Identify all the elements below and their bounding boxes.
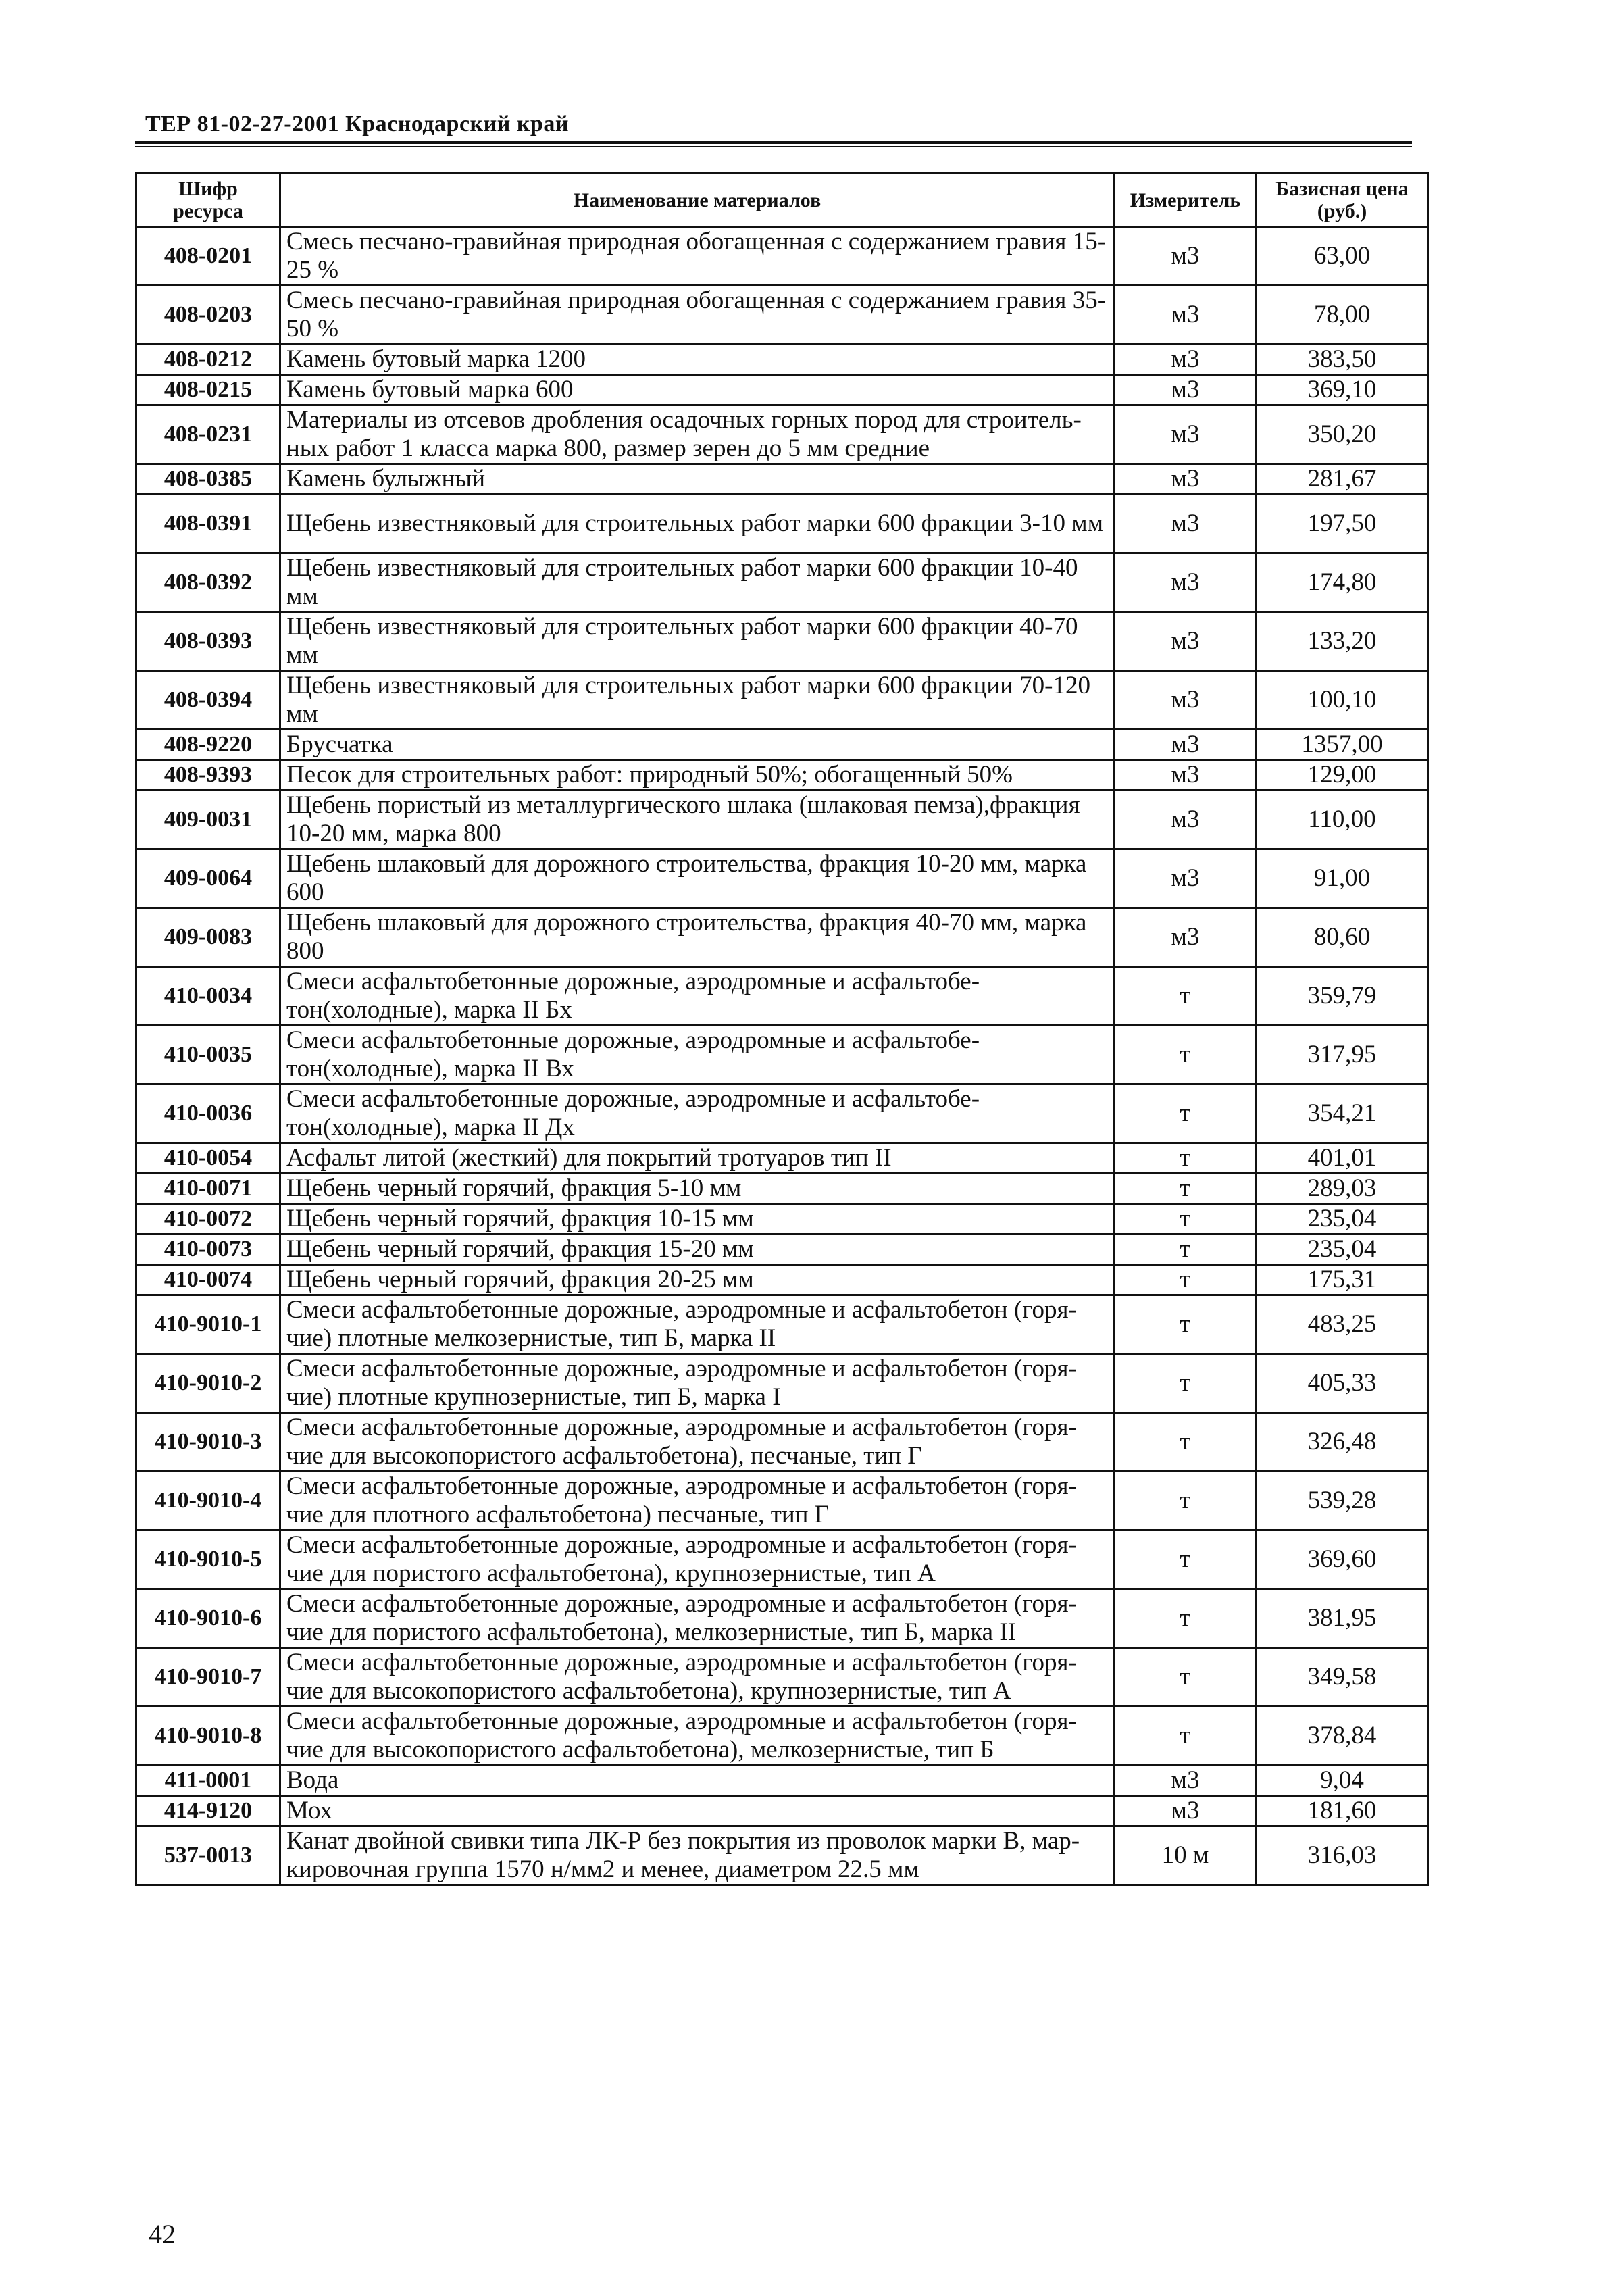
- material-name-cell: Щебень известняковый для строительных работ марки 600 фракции 70-120 мм: [280, 671, 1115, 730]
- base-price-cell: 483,25: [1257, 1295, 1428, 1354]
- material-name-cell: Вода: [280, 1766, 1115, 1796]
- table-row: [136, 760, 1428, 791]
- material-name-cell: Смеси асфальтобетонные дорожные, аэродромные и асфальтобетон (горя-чие для высокопористого асфальтобетона), мелкозернистые, тип Б: [280, 1707, 1115, 1766]
- material-name-cell: Смесь песчано-гравийная природная обогащенная с содержанием гравия 35-50 %: [280, 286, 1115, 345]
- unit-cell: т: [1115, 1143, 1257, 1174]
- unit-cell: м3: [1115, 495, 1257, 553]
- table-row: [136, 227, 1428, 286]
- base-price-cell: 197,50: [1257, 495, 1428, 553]
- column-header-code: Шифр ресурса: [136, 174, 280, 227]
- resource-code-cell: 409-0031: [136, 791, 280, 849]
- base-price-cell: 91,00: [1257, 849, 1428, 908]
- header-rule-thick: [135, 141, 1412, 144]
- resource-code-cell: 410-9010-7: [136, 1648, 280, 1707]
- unit-cell: м3: [1115, 345, 1257, 375]
- resource-code-cell: 408-0393: [136, 612, 280, 671]
- unit-cell: т: [1115, 1413, 1257, 1472]
- table-row: [136, 1530, 1428, 1589]
- resource-code-cell: 410-9010-5: [136, 1530, 280, 1589]
- unit-cell: м3: [1115, 1766, 1257, 1796]
- material-name-cell: Щебень пористый из металлургического шлака (шлаковая пемза),фракция 10-20 мм, марка 800: [280, 791, 1115, 849]
- base-price-cell: 110,00: [1257, 791, 1428, 849]
- base-price-cell: 383,50: [1257, 345, 1428, 375]
- resource-code-cell: 410-9010-1: [136, 1295, 280, 1354]
- table-row: [136, 967, 1428, 1026]
- resource-code-cell: 408-0212: [136, 345, 280, 375]
- resource-code-cell: 410-0035: [136, 1026, 280, 1084]
- base-price-cell: 1357,00: [1257, 730, 1428, 760]
- base-price-cell: 9,04: [1257, 1766, 1428, 1796]
- resource-code-cell: 408-0201: [136, 227, 280, 286]
- resource-code-cell: 410-9010-2: [136, 1354, 280, 1413]
- base-price-cell: 174,80: [1257, 553, 1428, 612]
- material-name-cell: Мох: [280, 1796, 1115, 1826]
- resource-code-cell: 414-9120: [136, 1796, 280, 1826]
- resource-code-cell: 408-9393: [136, 760, 280, 791]
- table-header-row: [136, 174, 1428, 227]
- base-price-cell: 316,03: [1257, 1826, 1428, 1885]
- header-rule-thin: [135, 146, 1412, 147]
- material-name-cell: Канат двойной свивки типа ЛК-Р без покрытия из проволок марки В, мар-кировочная группа 1570 н/мм2 и менее, диаметром 22.5 мм: [280, 1826, 1115, 1885]
- material-name-cell: Материалы из отсевов дробления осадочных горных пород для строитель-ных работ 1 класса марка 800, размер зерен до 5 мм средние: [280, 405, 1115, 464]
- table-row: [136, 1234, 1428, 1265]
- base-price-cell: 78,00: [1257, 286, 1428, 345]
- table-row: [136, 671, 1428, 730]
- table-row: [136, 1084, 1428, 1143]
- resource-code-cell: 409-0064: [136, 849, 280, 908]
- resource-code-cell: 408-0215: [136, 375, 280, 405]
- unit-cell: т: [1115, 967, 1257, 1026]
- base-price-cell: 539,28: [1257, 1472, 1428, 1530]
- table-row: [136, 1648, 1428, 1707]
- unit-cell: м3: [1115, 227, 1257, 286]
- unit-cell: м3: [1115, 464, 1257, 495]
- base-price-cell: 133,20: [1257, 612, 1428, 671]
- table-row: [136, 730, 1428, 760]
- unit-cell: м3: [1115, 375, 1257, 405]
- unit-cell: т: [1115, 1265, 1257, 1295]
- material-name-cell: Камень бутовый марка 1200: [280, 345, 1115, 375]
- resource-code-cell: 410-0071: [136, 1174, 280, 1204]
- table-row: [136, 495, 1428, 553]
- materials-price-table: [135, 172, 1429, 1886]
- material-name-cell: Смесь песчано-гравийная природная обогащенная с содержанием гравия 15-25 %: [280, 227, 1115, 286]
- unit-cell: м3: [1115, 791, 1257, 849]
- base-price-cell: 175,31: [1257, 1265, 1428, 1295]
- resource-code-cell: 410-9010-4: [136, 1472, 280, 1530]
- table-body: [136, 227, 1428, 1885]
- table-row: [136, 908, 1428, 967]
- material-name-cell: Песок для строительных работ: природный 50%; обогащенный 50%: [280, 760, 1115, 791]
- unit-cell: м3: [1115, 405, 1257, 464]
- resource-code-cell: 408-0394: [136, 671, 280, 730]
- material-name-cell: Смеси асфальтобетонные дорожные, аэродромные и асфальтобе-тон(холодные), марка II Бх: [280, 967, 1115, 1026]
- material-name-cell: Смеси асфальтобетонные дорожные, аэродромные и асфальтобетон (горя-чие для плотного асфальтобетона) песчаные, тип Г: [280, 1472, 1115, 1530]
- table-row: [136, 1472, 1428, 1530]
- table-row: [136, 849, 1428, 908]
- unit-cell: т: [1115, 1204, 1257, 1234]
- unit-cell: т: [1115, 1084, 1257, 1143]
- resource-code-cell: 408-0231: [136, 405, 280, 464]
- table-row: [136, 1826, 1428, 1885]
- unit-cell: т: [1115, 1354, 1257, 1413]
- unit-cell: т: [1115, 1472, 1257, 1530]
- column-header-name: Наименование материалов: [280, 174, 1115, 227]
- unit-cell: т: [1115, 1589, 1257, 1648]
- resource-code-cell: 410-0034: [136, 967, 280, 1026]
- resource-code-cell: 410-0072: [136, 1204, 280, 1234]
- material-name-cell: Смеси асфальтобетонные дорожные, аэродромные и асфальтобетон (горя-чие для пористого асфальтобетона), мелкозернистые, тип Б, марка II: [280, 1589, 1115, 1648]
- table-row: [136, 286, 1428, 345]
- resource-code-cell: 410-0074: [136, 1265, 280, 1295]
- resource-code-cell: 410-0036: [136, 1084, 280, 1143]
- material-name-cell: Щебень известняковый для строительных работ марки 600 фракции 40-70 мм: [280, 612, 1115, 671]
- page-header-title: ТЕР 81-02-27-2001 Краснодарский край: [145, 111, 569, 136]
- table-row: [136, 612, 1428, 671]
- material-name-cell: Щебень черный горячий, фракция 20-25 мм: [280, 1265, 1115, 1295]
- base-price-cell: 63,00: [1257, 227, 1428, 286]
- resource-code-cell: 410-0073: [136, 1234, 280, 1265]
- material-name-cell: Щебень черный горячий, фракция 10-15 мм: [280, 1204, 1115, 1234]
- table-row: [136, 1174, 1428, 1204]
- unit-cell: м3: [1115, 849, 1257, 908]
- unit-cell: т: [1115, 1026, 1257, 1084]
- table-row: [136, 1265, 1428, 1295]
- column-header-price: Базисная цена (руб.): [1257, 174, 1428, 227]
- material-name-cell: Смеси асфальтобетонные дорожные, аэродромные и асфальтобетон (горя-чие для высокопористого асфальтобетона), песчаные, тип Г: [280, 1413, 1115, 1472]
- material-name-cell: Щебень черный горячий, фракция 15-20 мм: [280, 1234, 1115, 1265]
- unit-cell: м3: [1115, 286, 1257, 345]
- resource-code-cell: 410-9010-8: [136, 1707, 280, 1766]
- unit-cell: т: [1115, 1648, 1257, 1707]
- unit-cell: т: [1115, 1174, 1257, 1204]
- base-price-cell: 281,67: [1257, 464, 1428, 495]
- base-price-cell: 401,01: [1257, 1143, 1428, 1174]
- base-price-cell: 349,58: [1257, 1648, 1428, 1707]
- column-header-unit: Измеритель: [1115, 174, 1257, 227]
- material-name-cell: Щебень известняковый для строительных работ марки 600 фракции 3-10 мм: [280, 495, 1115, 553]
- resource-code-cell: 537-0013: [136, 1826, 280, 1885]
- unit-cell: т: [1115, 1707, 1257, 1766]
- material-name-cell: Смеси асфальтобетонные дорожные, аэродромные и асфальтобетон (горя-чие для пористого асфальтобетона), крупнозернистые, тип А: [280, 1530, 1115, 1589]
- table-row: [136, 375, 1428, 405]
- base-price-cell: 359,79: [1257, 967, 1428, 1026]
- table-row: [136, 464, 1428, 495]
- table-row: [136, 1766, 1428, 1796]
- resource-code-cell: 408-0385: [136, 464, 280, 495]
- table-row: [136, 1707, 1428, 1766]
- base-price-cell: 405,33: [1257, 1354, 1428, 1413]
- table-row: [136, 1413, 1428, 1472]
- base-price-cell: 181,60: [1257, 1796, 1428, 1826]
- unit-cell: м3: [1115, 612, 1257, 671]
- base-price-cell: 326,48: [1257, 1413, 1428, 1472]
- resource-code-cell: 411-0001: [136, 1766, 280, 1796]
- base-price-cell: 317,95: [1257, 1026, 1428, 1084]
- base-price-cell: 381,95: [1257, 1589, 1428, 1648]
- resource-code-cell: 410-0054: [136, 1143, 280, 1174]
- material-name-cell: Смеси асфальтобетонные дорожные, аэродромные и асфальтобе-тон(холодные), марка II Дх: [280, 1084, 1115, 1143]
- table-row: [136, 345, 1428, 375]
- base-price-cell: 289,03: [1257, 1174, 1428, 1204]
- material-name-cell: Смеси асфальтобетонные дорожные, аэродромные и асфальтобетон (горя-чие) плотные мелкозернистые, тип Б, марка II: [280, 1295, 1115, 1354]
- table-row: [136, 1143, 1428, 1174]
- material-name-cell: Смеси асфальтобетонные дорожные, аэродромные и асфальтобе-тон(холодные), марка II Вх: [280, 1026, 1115, 1084]
- base-price-cell: 369,60: [1257, 1530, 1428, 1589]
- resource-code-cell: 410-9010-6: [136, 1589, 280, 1648]
- unit-cell: 10 м: [1115, 1826, 1257, 1885]
- unit-cell: м3: [1115, 760, 1257, 791]
- unit-cell: м3: [1115, 1796, 1257, 1826]
- table-row: [136, 1354, 1428, 1413]
- material-name-cell: Щебень шлаковый для дорожного строительства, фракция 10-20 мм, марка 600: [280, 849, 1115, 908]
- unit-cell: т: [1115, 1234, 1257, 1265]
- material-name-cell: Щебень шлаковый для дорожного строительства, фракция 40-70 мм, марка 800: [280, 908, 1115, 967]
- resource-code-cell: 410-9010-3: [136, 1413, 280, 1472]
- table-row: [136, 1295, 1428, 1354]
- unit-cell: м3: [1115, 553, 1257, 612]
- base-price-cell: 80,60: [1257, 908, 1428, 967]
- table-row: [136, 405, 1428, 464]
- resource-code-cell: 408-0391: [136, 495, 280, 553]
- unit-cell: м3: [1115, 671, 1257, 730]
- material-name-cell: Камень бутовый марка 600: [280, 375, 1115, 405]
- base-price-cell: 354,21: [1257, 1084, 1428, 1143]
- base-price-cell: 350,20: [1257, 405, 1428, 464]
- base-price-cell: 100,10: [1257, 671, 1428, 730]
- material-name-cell: Смеси асфальтобетонные дорожные, аэродромные и асфальтобетон (горя-чие для высокопористого асфальтобетона), крупнозернистые, тип А: [280, 1648, 1115, 1707]
- material-name-cell: Смеси асфальтобетонные дорожные, аэродромные и асфальтобетон (горя-чие) плотные крупнозернистые, тип Б, марка I: [280, 1354, 1115, 1413]
- resource-code-cell: 408-0203: [136, 286, 280, 345]
- base-price-cell: 235,04: [1257, 1204, 1428, 1234]
- base-price-cell: 129,00: [1257, 760, 1428, 791]
- base-price-cell: 378,84: [1257, 1707, 1428, 1766]
- base-price-cell: 235,04: [1257, 1234, 1428, 1265]
- resource-code-cell: 408-9220: [136, 730, 280, 760]
- table-row: [136, 1589, 1428, 1648]
- table-row: [136, 1026, 1428, 1084]
- resource-code-cell: 409-0083: [136, 908, 280, 967]
- unit-cell: т: [1115, 1295, 1257, 1354]
- unit-cell: м3: [1115, 730, 1257, 760]
- material-name-cell: Камень булыжный: [280, 464, 1115, 495]
- resource-code-cell: 408-0392: [136, 553, 280, 612]
- table-row: [136, 553, 1428, 612]
- material-name-cell: Щебень известняковый для строительных работ марки 600 фракции 10-40 мм: [280, 553, 1115, 612]
- material-name-cell: Асфальт литой (жесткий) для покрытий тротуаров тип II: [280, 1143, 1115, 1174]
- unit-cell: м3: [1115, 908, 1257, 967]
- page-number: 42: [149, 2219, 176, 2249]
- material-name-cell: Брусчатка: [280, 730, 1115, 760]
- unit-cell: т: [1115, 1530, 1257, 1589]
- table-row: [136, 791, 1428, 849]
- table-row: [136, 1796, 1428, 1826]
- base-price-cell: 369,10: [1257, 375, 1428, 405]
- table-row: [136, 1204, 1428, 1234]
- material-name-cell: Щебень черный горячий, фракция 5-10 мм: [280, 1174, 1115, 1204]
